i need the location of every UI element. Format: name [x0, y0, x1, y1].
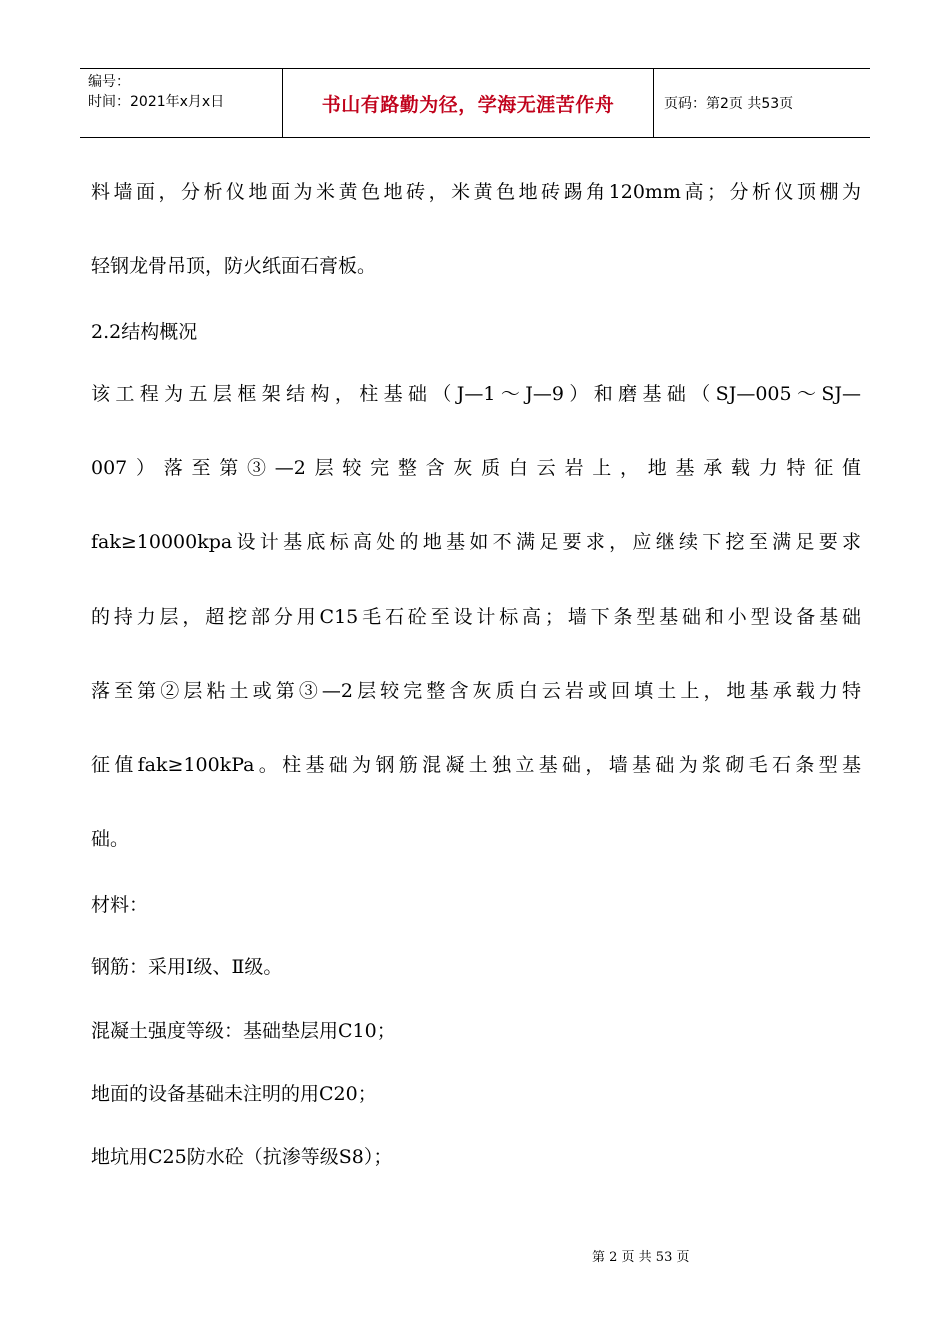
section-heading: 2.2结构概况	[91, 321, 198, 343]
body-line: 轻钢龙骨吊顶，防火纸面石膏板。	[91, 255, 377, 277]
body-line: 落至第②层粘土或第③—2层较完整含灰质白云岩或回填土上，地基承载力特	[91, 680, 861, 702]
body-line: 材料：	[91, 894, 149, 916]
body-line: 地坑用C25防水砼（抗渗等级S8）；	[91, 1146, 393, 1168]
body-line: fak≥10000kpa设计基底标高处的地基如不满足要求，应继续下挖至满足要求	[91, 531, 861, 553]
body-line: 混凝土强度等级：基础垫层用C10；	[91, 1020, 396, 1042]
header-motto: 书山有路勤为径，学海无涯苦作舟	[282, 69, 654, 137]
header-page-info: 页码：第2页 共53页	[664, 96, 794, 112]
body-line: 础。	[91, 828, 130, 850]
number-label: 编号：	[88, 74, 130, 90]
body-line: 征值fak≥100kPa。柱基础为钢筋混凝土独立基础，墙基础为浆砌毛石条型基	[91, 754, 861, 776]
header-meta	[80, 69, 282, 137]
body-line: 007）落至第③—2层较完整含灰质白云岩上，地基承载力特征值	[91, 457, 861, 479]
body-line: 地面的设备基础未注明的用C20；	[91, 1083, 377, 1105]
time-label: 时间：2021年x月x日	[88, 94, 225, 110]
body-line: 该工程为五层框架结构，柱基础（J—1～J—9）和磨基础（SJ—005～SJ—	[91, 383, 861, 405]
body-line: 钢筋：采用Ⅰ级、Ⅱ级。	[91, 956, 283, 978]
page-header	[80, 68, 870, 138]
page-footer: 第 2 页 共 53 页	[592, 1250, 690, 1265]
body-line: 的持力层，超挖部分用C15毛石砼至设计标高；墙下条型基础和小型设备基础	[91, 606, 861, 628]
body-line: 料墙面，分析仪地面为米黄色地砖，米黄色地砖踢角120mm高；分析仪顶棚为	[91, 181, 861, 203]
